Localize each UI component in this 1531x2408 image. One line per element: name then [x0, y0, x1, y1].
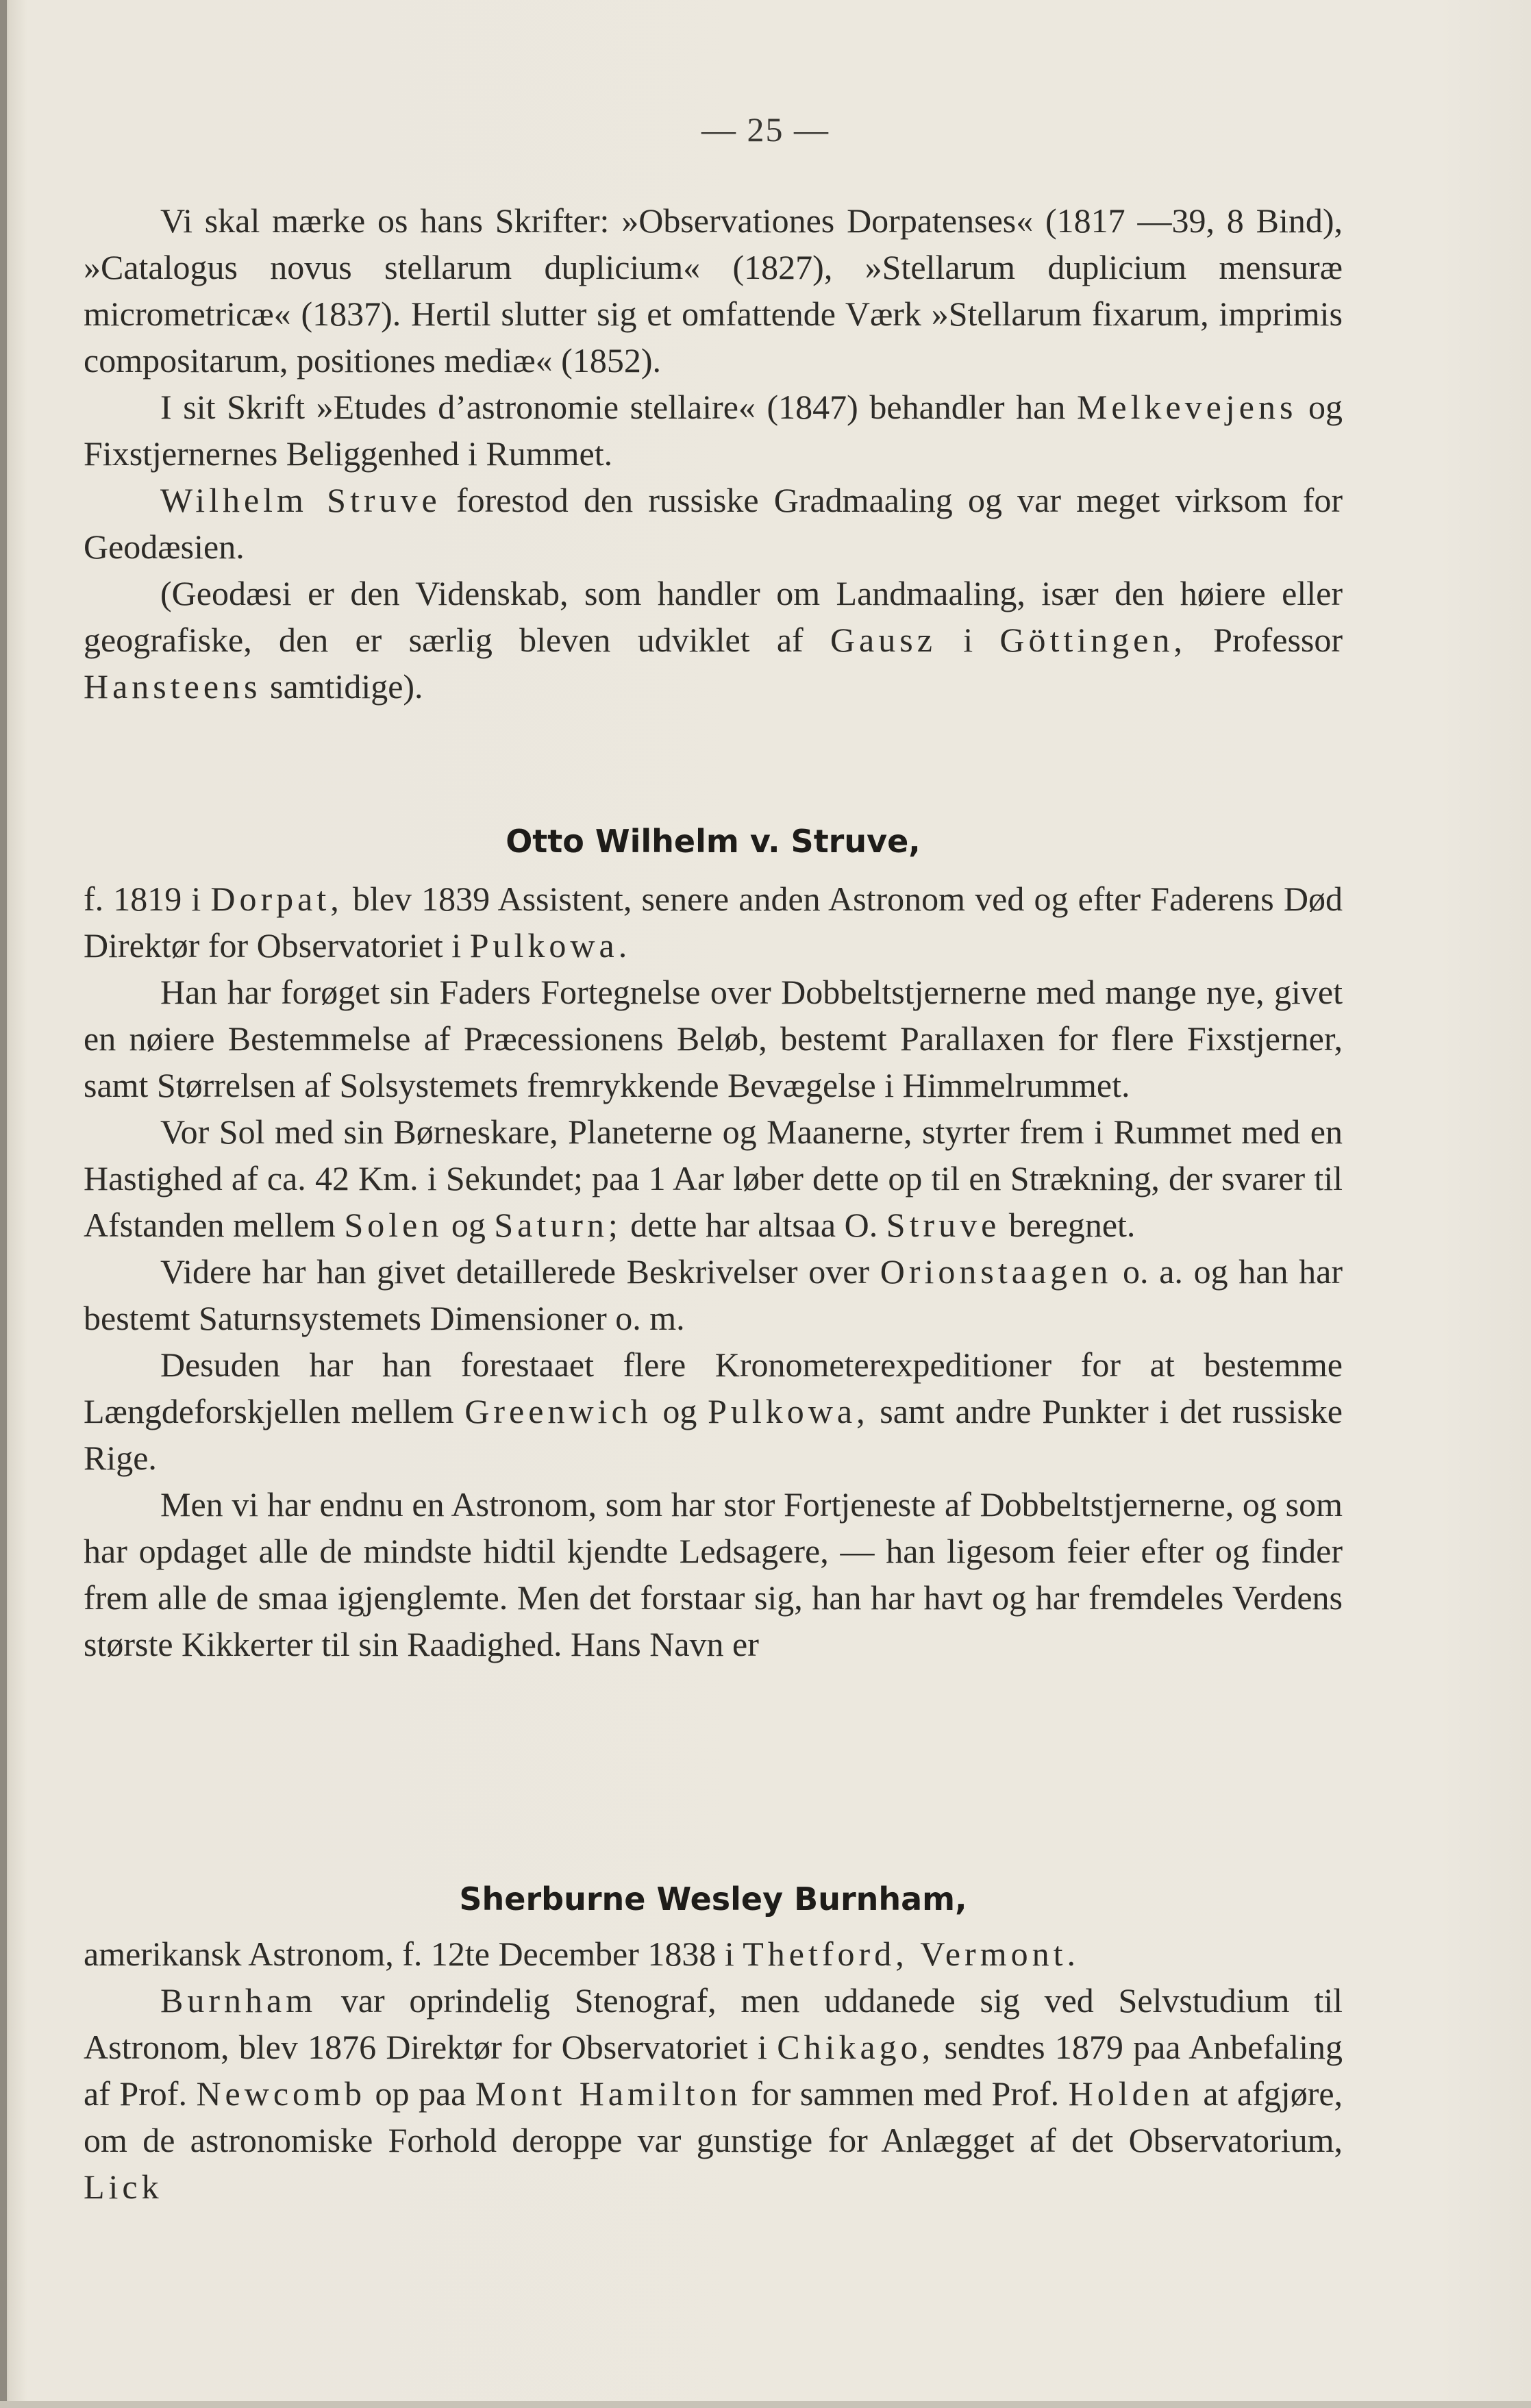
spaced-name-chikago: Chikago, — [777, 2028, 935, 2066]
spaced-name-melkevejens: Melkevejens — [1076, 388, 1297, 426]
paragraph-kronometer: Desuden har han forestaaet flere Kronometerexpeditioner for at bestemme Længdeforskjellen mellem Greenwich og Pulkowa, samt andre Punkter i det russiske Rige. — [84, 1345, 1343, 1477]
paragraph-sol-hastighed: Vor Sol med sin Børneskare, Planeterne og Maanerne, styrter frem i Rummet med en Hastighed af ca. 42 Km. i Sekundet; paa 1 Aar løber dette op til en Strækning, der svarer til Afstanden mellem Solen og Saturn; dette har altsaa O. Struve beregnet. — [84, 1113, 1343, 1244]
paragraph-burnham-career: Burnham var oprindelig Stenograf, men uddanede sig ved Selvstudium til Astronom, blev 1876 Direktør for Observatoriet i Chikago, sendtes 1879 paa Anbefaling af Prof. Newcomb op paa Mont Hamilton for sammen med Prof. Holden at afgjøre, om de astronomiske Forhold deroppe var gunstige for Anlægget af det Observatorium, Lick — [84, 1981, 1343, 2206]
spaced-name-gottingen: Göttingen, — [999, 621, 1186, 659]
spaced-name-pulkowa-2: Pulkowa, — [708, 1392, 869, 1430]
spaced-name-struve: Struve — [886, 1206, 1001, 1244]
section-heading-sherburne-wesley-burnham: Sherburne Wesley Burnham, — [459, 1881, 967, 1917]
section-struve-writings — [84, 197, 1343, 710]
spaced-name-burnham: Burnham — [160, 1981, 317, 2020]
section-heading-otto-wilhelm-struve: Otto Wilhelm v. Struve, — [506, 823, 921, 860]
spaced-name-holden: Holden — [1068, 2074, 1194, 2113]
book-spine-shadow — [0, 0, 7, 2408]
spaced-name-greenwich: Greenwich — [464, 1392, 652, 1430]
paragraph-otto-bio: f. 1819 i Dorpat, blev 1839 Assistent, senere anden Astronom ved og efter Faderens Død Direktør for Observatoriet i Pulkowa. — [84, 880, 1343, 965]
paragraph-burnham-bio: amerikansk Astronom, f. 12te December 1838 i Thetford, Vermont. — [84, 1935, 1080, 1973]
section-otto-struve — [84, 876, 1343, 1667]
heading-block-burnham — [84, 1876, 1343, 1922]
paragraph-writings: Vi skal mærke os hans Skrifter: »Observationes Dorpatenses« (1817 —39, 8 Bind), »Catalogus novus stellarum duplicium« (1827), »Stellarum duplicium mensuræ micrometricæ« (1837). Hertil slutter sig et omfattende Værk »Stellarum fixarum, imprimis compositarum, positiones mediæ« (1852). — [84, 201, 1343, 380]
heading-block-otto-struve — [84, 818, 1343, 865]
spaced-name-wilhelm-struve: Wilhelm Struve — [160, 481, 441, 519]
spaced-name-gausz: Gausz — [830, 621, 936, 659]
spaced-name-orionstaagen: Orionstaagen — [880, 1252, 1112, 1291]
spaced-name-pulkowa: Pulkowa. — [469, 926, 632, 965]
paragraph-dobbeltstjerner: Han har forøget sin Faders Fortegnelse over Dobbeltstjernerne med mange nye, givet en nøiere Bestemmelse af Præcessionens Beløb, bestemt Parallaxen for flere Fixstjerner, samt Størrelsen af Solsystemets fremrykkende Bevægelse i Himmelrummet. — [84, 973, 1343, 1104]
paragraph-geodaesi: (Geodæsi er den Videnskab, som handler om Landmaaling, især den høiere eller geografiske, den er særlig bleven udviklet af Gausz i Göttingen, Professor Hansteens samtidige). — [84, 574, 1343, 706]
spaced-name-newcomb: Newcomb — [196, 2074, 366, 2113]
paragraph-gradmaaling: Wilhelm Struve forestod den russiske Gradmaaling og var meget virksom for Geodæsien. — [84, 481, 1343, 566]
spaced-name-mont-hamilton: Mont Hamilton — [475, 2074, 742, 2113]
page-bottom-edge — [0, 2401, 1531, 2408]
paragraph-ny-astronom: Men vi har endnu en Astronom, som har stor Fortjeneste af Dobbeltstjernerne, og som har opdaget alle de mindste hidtil kjendte Ledsagere, — han ligesom feier efter og finder frem alle de smaa igjenglemte. Men det forstaar sig, han har havt og har fremdeles Verdens største Kikkerter til sin Raadighed. Hans Navn er — [84, 1485, 1343, 1663]
paragraph-orionstaagen: Videre har han givet detaillerede Beskrivelser over Orionstaagen o. a. og han har bestemt Saturnsystemets Dimensioner o. m. — [84, 1252, 1343, 1337]
page-number: — 25 — — [701, 110, 830, 149]
spaced-name-dorpat: Dorpat, — [210, 880, 343, 918]
spaced-name-saturn: Saturn; — [494, 1206, 622, 1244]
spaced-name-solen: Solen — [344, 1206, 443, 1244]
spaced-name-hansteens: Hansteens — [84, 667, 262, 706]
section-burnham — [84, 1931, 1343, 2210]
spaced-name-lick: Lick — [84, 2168, 163, 2206]
paragraph-etudes: I sit Skrift »Etudes d’astronomie stellaire« (1847) behandler han Melkevejens og Fixstjernernes Beliggenhed i Rummet. — [84, 388, 1343, 473]
spaced-name-thetford-vermont: Thetford, Vermont. — [743, 1935, 1080, 1973]
